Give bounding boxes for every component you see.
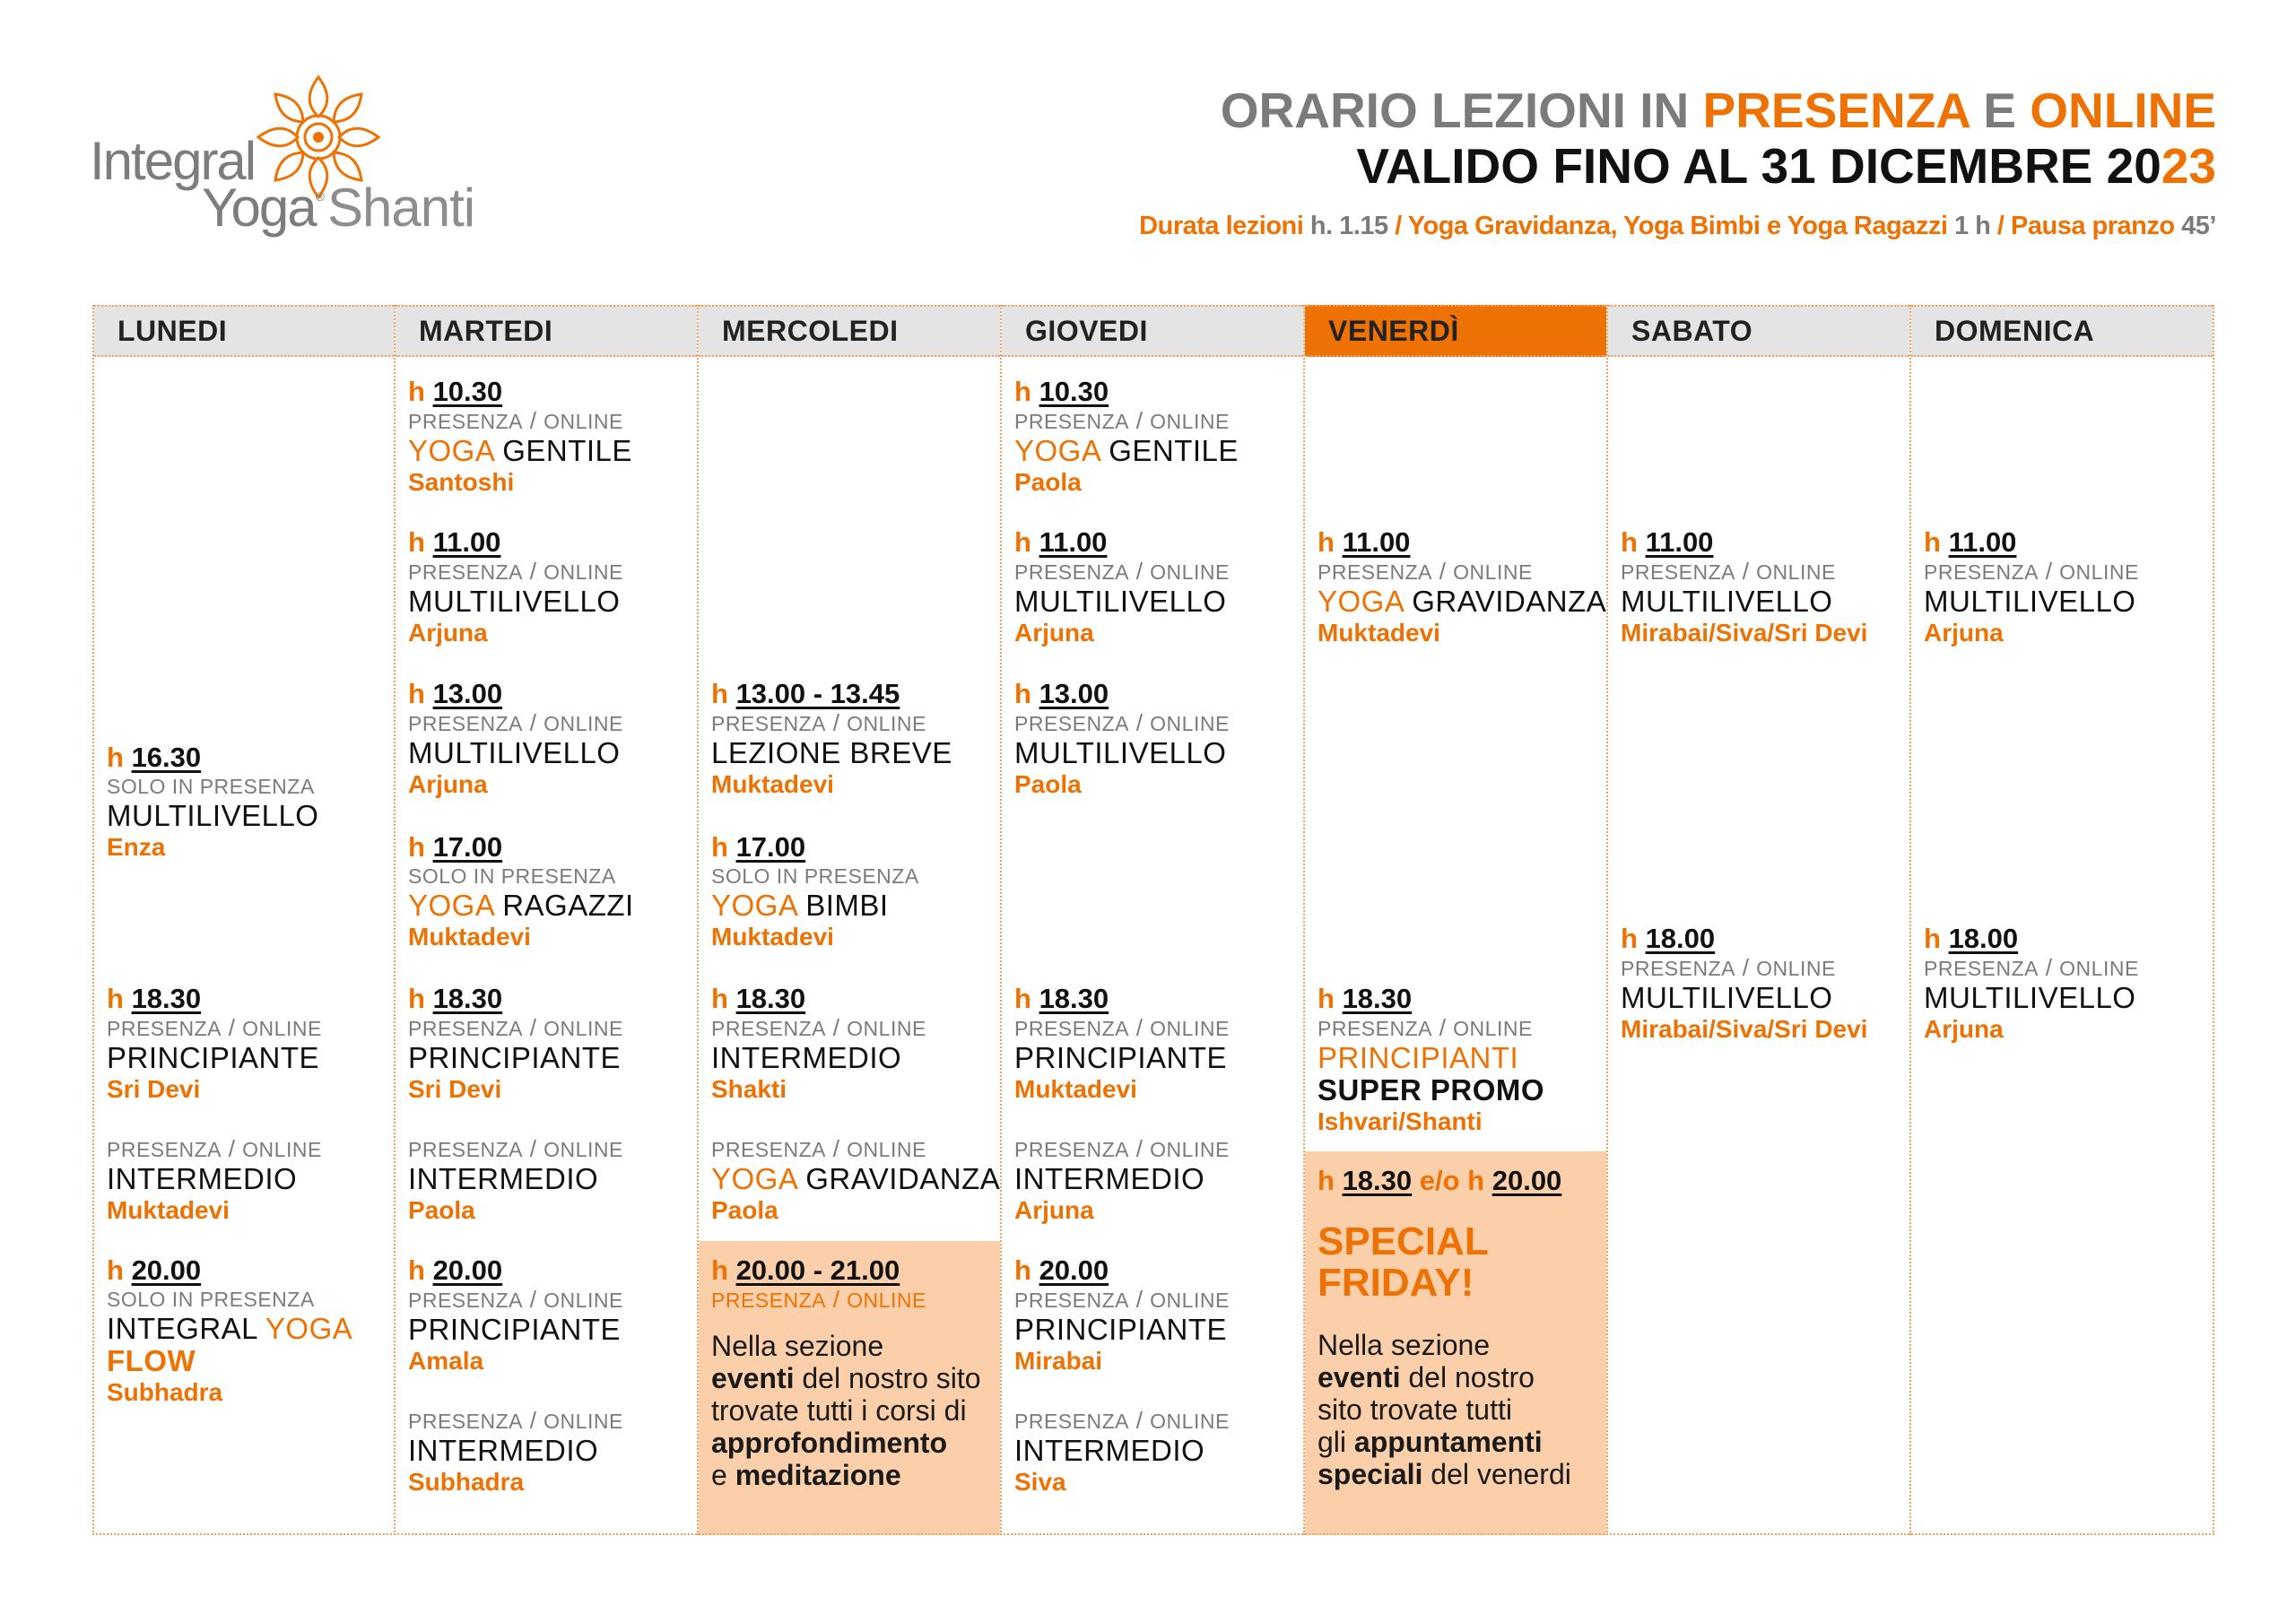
day-column-tuesday: [396, 305, 699, 1535]
special-friday-box: h 18.30 e/o h 20.00 SPECIAL FRIDAY! Nella sezione eventi del nostro sito trovate tutti gli appuntamenti speciali del venerdi: [1305, 1151, 1606, 1535]
class-slot: h 11.00 PRESENZA / ONLINE MULTILIVELLO Mirabai/Siva/Sri Devi: [1621, 526, 1868, 647]
day-column-sunday: [1911, 305, 2214, 1535]
brand-word-integral: Integral: [90, 131, 256, 191]
class-slot: h 18.30 PRESENZA / ONLINE PRINCIPIANTE Sri Devi: [408, 983, 623, 1103]
class-slot: h 18.00 PRESENZA / ONLINE MULTILIVELLO Arjuna: [1924, 923, 2139, 1043]
class-slot: h 11.00 PRESENZA / ONLINE MULTILIVELLO Arjuna: [408, 526, 623, 647]
class-slot: h 13.00 - 13.45 PRESENZA / ONLINE LEZIONE BREVE Muktadevi: [711, 678, 952, 798]
class-slot: h 13.00 PRESENZA / ONLINE MULTILIVELLO Paola: [1014, 678, 1230, 798]
events-box: h 20.00 - 21.00 PRESENZA / ONLINE Nella sezione eventi del nostro sito trovate tutti i corsi di approfondimento e meditazione: [699, 1241, 1000, 1535]
class-slot: PRESENZA / ONLINE INTERMEDIO Arjuna: [1014, 1135, 1230, 1224]
class-slot: h 20.00 PRESENZA / ONLINE PRINCIPIANTE Mirabai: [1014, 1254, 1230, 1375]
class-slot: PRESENZA / ONLINE INTERMEDIO Paola: [408, 1135, 623, 1224]
class-slot: h 18.00 PRESENZA / ONLINE MULTILIVELLO Mirabai/Siva/Sri Devi: [1621, 923, 1868, 1043]
duration-note: Durata lezioni h. 1.15 / Yoga Gravidanza, Yoga Bimbi e Yoga Ragazzi 1 h / Pausa pranzo 45’: [1139, 212, 2216, 240]
schedule-table: [92, 305, 2214, 1535]
class-slot: PRESENZA / ONLINE YOGA GRAVIDANZA Paola: [711, 1135, 1001, 1224]
day-column-thursday: [1002, 305, 1305, 1535]
class-slot: h 20.00 PRESENZA / ONLINE PRINCIPIANTE Amala: [408, 1254, 623, 1375]
day-column-saturday: [1608, 305, 1911, 1535]
day-column-friday: [1305, 305, 1608, 1535]
day-header: MARTEDI: [396, 305, 697, 357]
brand-logo: [90, 70, 484, 240]
day-header-highlighted: VENERDÌ: [1305, 305, 1606, 357]
class-slot: h 13.00 PRESENZA / ONLINE MULTILIVELLO Arjuna: [408, 678, 623, 798]
class-slot: h 16.30 SOLO IN PRESENZA MULTILIVELLO Enza: [107, 742, 319, 861]
day-header: GIOVEDI: [1002, 305, 1303, 357]
class-slot: h 10.30 PRESENZA / ONLINE YOGA GENTILE Paola: [1014, 376, 1239, 496]
brand-word-yoga: Yoga®: [202, 178, 323, 238]
day-header: DOMENICA: [1911, 305, 2213, 357]
class-slot: h 11.00 PRESENZA / ONLINE YOGA GRAVIDANZA Muktadevi: [1318, 526, 1607, 647]
class-slot: h 20.00 SOLO IN PRESENZA INTEGRAL YOGA FLOW Subhadra: [107, 1254, 353, 1406]
class-slot: h 11.00 PRESENZA / ONLINE MULTILIVELLO Arjuna: [1014, 526, 1230, 647]
brand-word-shanti: Shanti: [327, 178, 475, 238]
class-slot: h 18.30 PRESENZA / ONLINE INTERMEDIO Shakti: [711, 983, 926, 1103]
class-slot: h 17.00 SOLO IN PRESENZA YOGA RAGAZZI Muktadevi: [408, 831, 634, 950]
class-slot: h 18.30 PRESENZA / ONLINE PRINCIPIANTE Sri Devi: [107, 983, 322, 1103]
class-slot: h 11.00 PRESENZA / ONLINE MULTILIVELLO Arjuna: [1924, 526, 2139, 647]
day-header: MERCOLEDI: [699, 305, 1000, 357]
class-slot: h 10.30 PRESENZA / ONLINE YOGA GENTILE Santoshi: [408, 376, 632, 496]
class-slot: h 17.00 SOLO IN PRESENZA YOGA BIMBI Muktadevi: [711, 831, 919, 950]
table-bottom-border: [92, 1533, 2214, 1535]
day-column-monday: [92, 305, 396, 1535]
class-slot: h 18.30 PRESENZA / ONLINE PRINCIPIANTI SUPER PROMO Ishvari/Shanti: [1318, 983, 1545, 1135]
page-title: [1139, 82, 2216, 241]
day-header: SABATO: [1608, 305, 1909, 357]
class-slot: PRESENZA / ONLINE INTERMEDIO Subhadra: [408, 1407, 623, 1496]
title-line-1: ORARIO LEZIONI IN PRESENZA E ONLINE: [1220, 82, 2216, 138]
class-slot: PRESENZA / ONLINE INTERMEDIO Siva: [1014, 1407, 1230, 1496]
day-column-wednesday: [699, 305, 1002, 1535]
day-header: LUNEDI: [94, 305, 394, 357]
title-line-2: VALIDO FINO AL 31 DICEMBRE 2023: [1356, 138, 2216, 194]
class-slot: PRESENZA / ONLINE INTERMEDIO Muktadevi: [107, 1135, 322, 1224]
class-slot: h 18.30 PRESENZA / ONLINE PRINCIPIANTE Muktadevi: [1014, 983, 1230, 1103]
